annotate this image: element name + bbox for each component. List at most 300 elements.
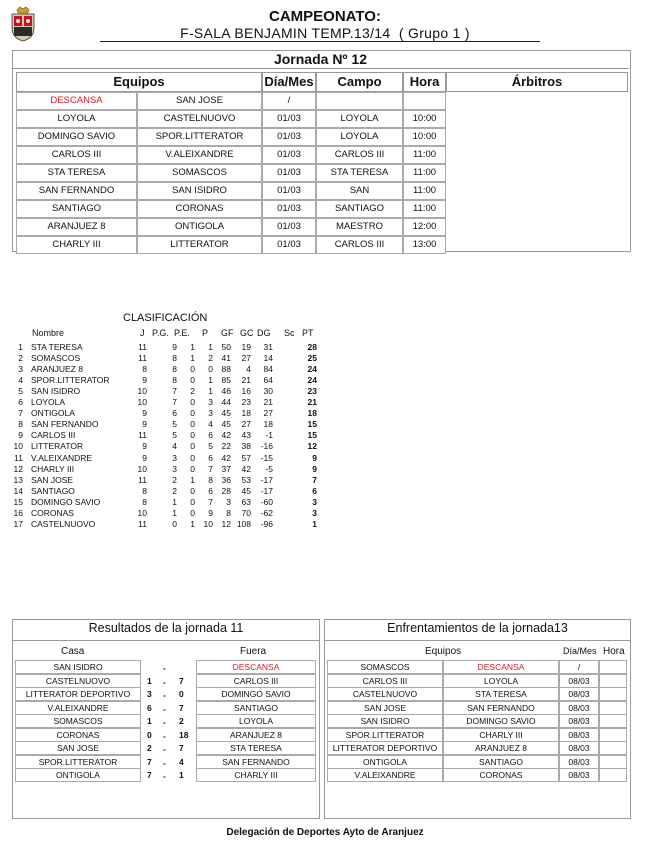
header-hora: Hora: [403, 72, 446, 92]
pg-cell: 2: [172, 485, 177, 496]
fixture-time: [599, 755, 627, 769]
match-away-team: V.ALEIXANDRE: [137, 146, 262, 164]
fixture-home-team: LITTERATOR DEPORTIVO: [327, 741, 443, 755]
result-separator: -: [163, 676, 166, 687]
pt-cell: 1: [312, 518, 317, 529]
dg-cell: -17: [260, 474, 273, 485]
match-away-team: SPOR.LITTERATOR: [137, 128, 262, 146]
header-dia-mes: Día/Mes: [262, 72, 316, 92]
championship-subtitle: [0, 25, 650, 41]
gc-cell: 4: [246, 364, 251, 375]
p-cell: 7: [208, 463, 213, 474]
dg-cell: 31: [263, 342, 273, 352]
result-separator: -: [163, 690, 166, 700]
dg-cell: 84: [263, 364, 273, 375]
dg-cell: -1: [265, 430, 273, 441]
dg-cell: 18: [263, 419, 273, 430]
p-cell: 0: [208, 364, 213, 375]
fixture-away-team: CHARLY III: [443, 728, 559, 742]
result-away-team: CHARLY III: [196, 768, 316, 782]
pt-cell: 3: [312, 507, 317, 518]
pt-cell: 15: [307, 419, 317, 430]
result-away-team: SAN FERNANDO: [196, 755, 316, 769]
pg-cell: 1: [172, 507, 177, 518]
fixture-time: [599, 728, 627, 742]
gf-cell: 8: [226, 507, 231, 518]
pe-cell: 0: [190, 419, 195, 430]
j-cell: 8: [142, 485, 147, 496]
standings-row: [17, 419, 320, 430]
p-cell: 2: [208, 353, 213, 364]
dg-cell: 14: [263, 353, 273, 364]
standings-row: [17, 386, 320, 397]
j-cell: 8: [142, 496, 147, 507]
pt-cell: 3: [312, 496, 317, 507]
fixture-time: [599, 660, 627, 674]
standings-row: [14, 452, 320, 464]
fixture-date: 08/03: [559, 755, 599, 769]
match-time: 10:00: [403, 110, 446, 128]
gc-cell: 42: [241, 463, 251, 474]
result-home-score: 6: [147, 702, 152, 713]
result-home-team: SAN ISIDRO: [15, 660, 141, 674]
match-date: 01/03: [262, 146, 316, 164]
result-separator: -: [163, 730, 166, 741]
result-away-team: CARLOS III: [196, 674, 316, 688]
result-away-score: 7: [179, 675, 184, 686]
j-cell: 9: [142, 419, 147, 430]
col-pt: PT: [302, 328, 314, 338]
gc-cell: 21: [241, 375, 251, 386]
result-separator: -: [163, 744, 166, 754]
match-time: 11:00: [403, 182, 446, 200]
result-home-team: CASTELNUOVO: [15, 674, 141, 688]
standings-row: [17, 353, 320, 364]
pt-cell: 9: [312, 452, 317, 463]
match-venue: LOYOLA: [316, 128, 403, 146]
match-away-team: SAN ISIDRO: [137, 182, 262, 200]
gc-cell: 16: [241, 386, 251, 397]
fixture-date: 08/03: [559, 701, 599, 715]
pg-cell: 8: [172, 353, 177, 364]
match-date: 01/03: [262, 200, 316, 218]
standings-row: [13, 496, 320, 508]
fixture-away-team: ARANJUEZ 8: [443, 741, 559, 755]
match-date: /: [262, 92, 316, 110]
match-away-team: ONTIGOLA: [137, 218, 262, 236]
fixture-away-team: DOMINGO SAVIO: [443, 714, 559, 728]
match-time: [403, 92, 446, 110]
result-away-team: SANTIAGO: [196, 701, 316, 715]
fixture-time: [599, 701, 627, 715]
team-name-cell: DOMINGO SAVIO: [31, 496, 101, 507]
col-gc: GC: [240, 328, 254, 338]
pos-cell: 4: [18, 375, 23, 386]
resultados-panel: [12, 619, 320, 819]
gc-cell: 27: [241, 419, 251, 430]
gc-cell: 70: [241, 507, 251, 518]
j-cell: 9: [142, 375, 147, 386]
dg-cell: -5: [265, 463, 273, 474]
result-separator: -: [163, 703, 166, 714]
clasificacion-title: CLASIFICACIÓN: [123, 312, 208, 324]
pg-cell: 4: [172, 441, 177, 452]
team-name-cell: V.ALEIXANDRE: [31, 452, 93, 463]
pe-cell: 0: [190, 397, 195, 408]
j-cell: 11: [138, 474, 147, 485]
match-away-team: LITTERATOR: [137, 236, 262, 254]
match-venue: SAN: [316, 182, 403, 200]
team-name-cell: CHARLY III: [31, 463, 75, 474]
pt-cell: 18: [307, 408, 317, 419]
result-home-score: 1: [147, 675, 152, 686]
pos-cell: 9: [18, 430, 23, 441]
dg-cell: -60: [260, 496, 273, 507]
pe-cell: 0: [190, 507, 195, 518]
match-time: 11:00: [403, 200, 446, 218]
fixture-away-team: SAN FERNANDO: [443, 701, 559, 715]
enfrentamientos-title: Enfrentamientos de la jornada13: [387, 621, 568, 635]
j-cell: 10: [137, 463, 147, 474]
result-home-team: SAN JOSE: [15, 741, 141, 755]
match-home-team: SAN FERNANDO: [16, 182, 137, 200]
fixture-home-team: CARLOS III: [327, 674, 443, 688]
match-date: 01/03: [262, 236, 316, 254]
standings-row: [17, 375, 320, 386]
standings-row: [13, 474, 320, 486]
match-away-team: CORONAS: [137, 200, 262, 218]
pos-cell: 3: [18, 364, 23, 375]
j-cell: 11: [138, 342, 147, 352]
match-home-team: SANTIAGO: [16, 200, 137, 218]
team-name-cell: ARANJUEZ 8: [31, 364, 83, 375]
team-name-cell: LITTERATOR: [31, 441, 84, 452]
enfrentamientos-panel: [324, 619, 631, 819]
match-home-team: DESCANSA: [16, 92, 137, 110]
team-name-cell: SOMASCOS: [31, 353, 81, 364]
p-cell: 1: [208, 375, 213, 386]
fixture-home-team: CASTELNUOVO: [327, 687, 443, 701]
p-cell: 10: [203, 518, 213, 529]
p-cell: 8: [208, 474, 213, 485]
resultados-title: Resultados de la jornada 11: [88, 621, 244, 635]
team-name-cell: SAN FERNANDO: [31, 419, 99, 430]
match-time: 10:00: [403, 128, 446, 146]
gf-cell: 45: [221, 408, 231, 419]
dg-cell: 30: [263, 386, 273, 397]
p-cell: 1: [208, 386, 213, 397]
gc-cell: 38: [241, 441, 251, 452]
standings-row: [17, 408, 320, 419]
pt-cell: 21: [307, 397, 317, 408]
match-date: 01/03: [262, 218, 316, 236]
title-underline: [100, 41, 540, 42]
resultados-divider: [13, 640, 319, 641]
standings-row: [13, 507, 320, 519]
pe-cell: 0: [190, 485, 195, 496]
fixture-date: 08/03: [559, 728, 599, 742]
p-cell: 3: [208, 397, 213, 408]
match-home-team: LOYOLA: [16, 110, 137, 128]
result-home-team: V.ALEIXANDRE: [15, 701, 141, 715]
pos-cell: 11: [14, 452, 23, 463]
j-cell: 10: [137, 397, 147, 408]
gf-cell: 22: [221, 441, 231, 452]
standings-row: [13, 518, 320, 530]
match-venue: SANTIAGO: [316, 200, 403, 218]
pe-cell: 1: [190, 353, 195, 364]
col-hora: Hora: [603, 646, 625, 657]
gf-cell: 46: [221, 386, 231, 397]
team-name-cell: CARLOS III: [31, 430, 76, 441]
fixture-time: [599, 768, 627, 782]
pe-cell: 1: [190, 474, 195, 485]
match-date: 01/03: [262, 164, 316, 182]
fixture-home-team: SAN JOSE: [327, 701, 443, 715]
fixture-time: [599, 674, 627, 688]
result-home-team: SPOR.LITTERATOR: [15, 755, 141, 769]
fixture-away-team: CORONAS: [443, 768, 559, 782]
fixture-away-team: DESCANSA: [443, 660, 559, 674]
p-cell: 9: [208, 507, 213, 518]
pe-cell: 0: [190, 441, 195, 452]
match-home-team: DOMINGO SAVIO: [16, 128, 137, 146]
dg-cell: 21: [263, 397, 273, 408]
result-home-team: ONTIGOLA: [15, 768, 141, 782]
gf-cell: 12: [221, 518, 231, 529]
pos-cell: 16: [13, 507, 23, 518]
result-away-score: 2: [179, 716, 184, 726]
p-cell: 6: [208, 430, 213, 441]
gf-cell: 41: [221, 353, 231, 364]
j-cell: 9: [142, 408, 147, 419]
result-away-team: ARANJUEZ 8: [196, 728, 316, 742]
p-cell: 7: [208, 496, 213, 507]
j-cell: 11: [138, 430, 147, 441]
gc-cell: 53: [241, 474, 251, 485]
result-away-score: 7: [179, 702, 184, 713]
pos-cell: 10: [13, 441, 23, 452]
match-away-team: CASTELNUOVO: [137, 110, 262, 128]
match-time: 13:00: [403, 236, 446, 254]
col-dia-mes: Día/Mes: [563, 646, 597, 656]
result-away-team: DESCANSA: [196, 660, 316, 674]
fixture-date: 08/03: [559, 741, 599, 755]
pe-cell: 0: [190, 496, 195, 507]
result-home-score: 7: [147, 756, 152, 767]
p-cell: 4: [208, 419, 213, 430]
gc-cell: 27: [241, 353, 251, 364]
match-time: 11:00: [403, 146, 446, 164]
standings-row: [13, 441, 320, 452]
dg-cell: -15: [260, 452, 273, 463]
col-p: P: [202, 328, 209, 338]
pg-cell: 9: [172, 342, 177, 352]
pos-cell: 17: [13, 518, 23, 529]
col-equipos: Equipos: [425, 646, 462, 657]
team-name-cell: SPOR.LITTERATOR: [31, 375, 110, 386]
pg-cell: 7: [172, 397, 177, 408]
pt-cell: 28: [307, 342, 317, 352]
p-cell: 6: [208, 452, 213, 463]
group-label: ( Grupo 1 ): [398, 25, 470, 41]
pos-cell: 14: [13, 485, 23, 496]
pt-cell: 15: [307, 430, 317, 441]
pe-cell: 0: [190, 452, 195, 463]
p-cell: 3: [208, 408, 213, 419]
result-home-score: 7: [147, 770, 152, 780]
col-pg: P.G.: [152, 328, 169, 338]
team-name-cell: SAN JOSE: [31, 474, 74, 485]
match-time: 11:00: [403, 164, 446, 182]
gf-cell: 3: [226, 496, 231, 507]
header-equipos: Equipos: [16, 72, 262, 92]
pos-cell: 6: [18, 397, 23, 408]
j-cell: 9: [142, 452, 147, 463]
pt-cell: 9: [312, 463, 317, 474]
fixture-date: 08/03: [559, 768, 599, 782]
fixture-date: /: [559, 660, 599, 674]
fixture-home-team: V.ALEIXANDRE: [327, 768, 443, 782]
category-label: F-SALA BENJAMIN TEMP.13/14: [180, 25, 391, 41]
match-away-team: SAN JOSE: [137, 92, 262, 110]
j-cell: 11: [138, 353, 147, 364]
championship-title: CAMPEONATO:: [269, 8, 381, 25]
match-home-team: ARANJUEZ 8: [16, 218, 137, 236]
result-home-team: SOMASCOS: [15, 714, 141, 728]
pg-cell: 8: [172, 375, 177, 386]
dg-cell: -17: [260, 485, 273, 496]
pt-cell: 24: [307, 364, 317, 375]
pe-cell: 0: [190, 408, 195, 419]
result-away-team: DOMINGO SAVIO: [196, 687, 316, 701]
pos-cell: 1: [18, 342, 23, 352]
gc-cell: 19: [241, 342, 251, 352]
result-away-score: 0: [179, 689, 184, 699]
match-venue: STA TERESA: [316, 164, 403, 182]
gf-cell: 88: [221, 364, 231, 375]
gf-cell: 42: [221, 452, 231, 463]
fixture-home-team: SOMASCOS: [327, 660, 443, 674]
pt-cell: 24: [307, 375, 317, 386]
gc-cell: 63: [241, 496, 251, 507]
pt-cell: 23: [307, 386, 317, 397]
pe-cell: 0: [190, 364, 195, 375]
team-name-cell: CORONAS: [31, 507, 74, 518]
result-separator: -: [163, 717, 166, 727]
match-date: 01/03: [262, 128, 316, 146]
pos-cell: 2: [18, 353, 23, 364]
result-separator: -: [163, 757, 166, 768]
fixture-time: [599, 741, 627, 755]
p-cell: 1: [208, 342, 213, 352]
pe-cell: 0: [190, 463, 195, 474]
j-cell: 8: [142, 364, 147, 375]
col-casa: Casa: [61, 646, 85, 657]
fixture-home-team: ONTIGOLA: [327, 755, 443, 769]
dg-cell: -62: [260, 507, 273, 518]
col-dg: DG: [257, 328, 271, 338]
result-away-score: 18: [179, 729, 189, 740]
team-name-cell: SANTIAGO: [31, 485, 75, 496]
fixture-away-team: STA TERESA: [443, 687, 559, 701]
result-away-score: 1: [179, 770, 184, 780]
fixture-date: 08/03: [559, 714, 599, 728]
j-cell: 10: [137, 386, 147, 397]
gf-cell: 42: [221, 430, 231, 441]
pt-cell: 6: [312, 485, 317, 496]
result-home-score: 2: [147, 743, 152, 753]
col-gf: GF: [221, 328, 234, 338]
dg-cell: 27: [263, 408, 273, 419]
standings-row: [17, 364, 320, 375]
header-arbitros: Árbitros: [446, 72, 628, 92]
enfrentamientos-divider: [325, 640, 630, 641]
pos-cell: 15: [13, 496, 23, 507]
pg-cell: 0: [172, 518, 177, 529]
standings-row: [17, 342, 320, 353]
pos-cell: 5: [18, 386, 23, 397]
jornada-title: Jornada Nº 12: [273, 51, 368, 67]
gf-cell: 36: [221, 474, 231, 485]
col-nombre: Nombre: [32, 328, 65, 338]
fixture-away-team: LOYOLA: [443, 674, 559, 688]
team-name-cell: CASTELNUOVO: [31, 518, 96, 529]
pe-cell: 0: [190, 430, 195, 441]
pg-cell: 6: [172, 408, 177, 419]
pos-cell: 12: [13, 463, 23, 474]
pg-cell: 3: [172, 463, 177, 474]
pg-cell: 1: [172, 496, 177, 507]
standings-row: [13, 485, 320, 497]
gf-cell: 45: [221, 419, 231, 430]
pg-cell: 8: [172, 364, 177, 375]
p-cell: 5: [208, 441, 213, 452]
dg-cell: 64: [263, 375, 273, 386]
result-home-score: 3: [147, 689, 152, 699]
match-date: 01/03: [262, 182, 316, 200]
pos-cell: 7: [18, 408, 23, 419]
jornada-divider: [12, 68, 629, 69]
fixture-home-team: SAN ISIDRO: [327, 714, 443, 728]
fixture-away-team: SANTIAGO: [443, 755, 559, 769]
result-away-score: 4: [179, 756, 184, 767]
pg-cell: 5: [172, 419, 177, 430]
fixture-date: 08/03: [559, 674, 599, 688]
pe-cell: 1: [190, 342, 195, 352]
pe-cell: 1: [190, 518, 195, 529]
result-separator: -: [163, 663, 166, 673]
standings-row: [17, 397, 320, 408]
j-cell: 9: [142, 441, 147, 452]
j-cell: 11: [138, 518, 147, 529]
gc-cell: 23: [241, 397, 251, 408]
match-venue: MAESTRO: [316, 218, 403, 236]
match-venue: CARLOS III: [316, 236, 403, 254]
result-home-team: LITTERATOR DEPORTIVO: [15, 687, 141, 701]
pg-cell: 7: [172, 386, 177, 397]
gf-cell: 50: [221, 342, 231, 352]
fixture-time: [599, 687, 627, 701]
match-time: 12:00: [403, 218, 446, 236]
match-home-team: STA TERESA: [16, 164, 137, 182]
match-venue: LOYOLA: [316, 110, 403, 128]
result-home-team: CORONAS: [15, 728, 141, 742]
gc-cell: 45: [241, 485, 251, 496]
pg-cell: 5: [172, 430, 177, 441]
fixture-time: [599, 714, 627, 728]
pt-cell: 12: [307, 441, 317, 452]
